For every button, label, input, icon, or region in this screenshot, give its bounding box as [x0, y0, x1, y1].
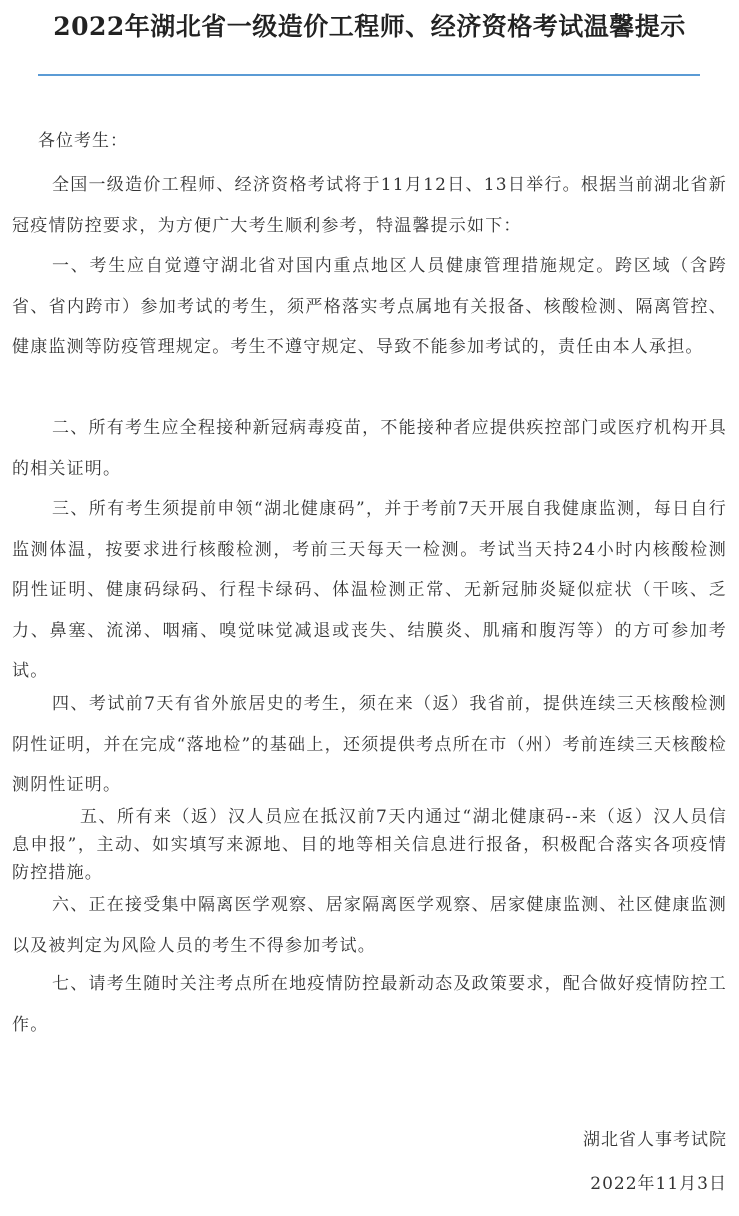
salutation: 各位考生： [38, 131, 128, 151]
title-divider [38, 74, 700, 76]
paragraph-item-7: 七、请考生随时关注考点所在地疫情防控最新动态及政策要求，配合做好疫情防控工作。 [12, 974, 727, 1035]
paragraph-item-4: 四、考试前7天有省外旅居史的考生，须在来（返）我省前，提供连续三天核酸检测阴性证明，并在完成“落地检”的基础上，还须提供考点所在市（州）考前连续三天核酸检测阴性证明。 [12, 694, 727, 795]
page-title: 2022年湖北省一级造价工程师、经济资格考试温馨提示 [53, 12, 686, 41]
paragraph-intro: 全国一级造价工程师、经济资格考试将于11月12日、13日举行。根据当前湖北省新冠疫情防控要求，为方便广大考生顺利参考，特温馨提示如下： [12, 175, 727, 236]
signature-organization: 湖北省人事考试院 [583, 1130, 727, 1150]
paragraph-item-2: 二、所有考生应全程接种新冠病毒疫苗，不能接种者应提供疾控部门或医疗机构开具的相关证明。 [12, 418, 727, 479]
signature-date: 2022年11月3日 [590, 1174, 727, 1194]
paragraph-item-6: 六、正在接受集中隔离医学观察、居家隔离医学观察、居家健康监测、社区健康监测以及被判定为风险人员的考生不得参加考试。 [12, 895, 727, 956]
paragraph-item-5: 五、所有来（返）汉人员应在抵汉前7天内通过“湖北健康码--来（返）汉人员信息申报”，主动、如实填写来源地、目的地等相关信息进行报备，积极配合落实各项疫情防控措施。 [12, 807, 727, 883]
paragraph-item-3: 三、所有考生须提前申领“湖北健康码”，并于考前7天开展自我健康监测，每日自行监测体温，按要求进行核酸检测，考前三天每天一检测。考试当天持24小时内核酸检测阴性证明、健康码绿码、行程卡绿码、体温检测正常、无新冠肺炎疑似症状（干咳、乏力、鼻塞、流涕、咽痛、嗅觉味觉减退或丧失、结膜炎、肌痛和腹泻等）的方可参加考试。 [12, 499, 727, 681]
paragraph-item-1: 一、考生应自觉遵守湖北省对国内重点地区人员健康管理措施规定。跨区域（含跨省、省内跨市）参加考试的考生，须严格落实考点属地有关报备、核酸检测、隔离管控、健康监测等防疫管理规定。考生不遵守规定、导致不能参加考试的，责任由本人承担。 [12, 256, 727, 357]
